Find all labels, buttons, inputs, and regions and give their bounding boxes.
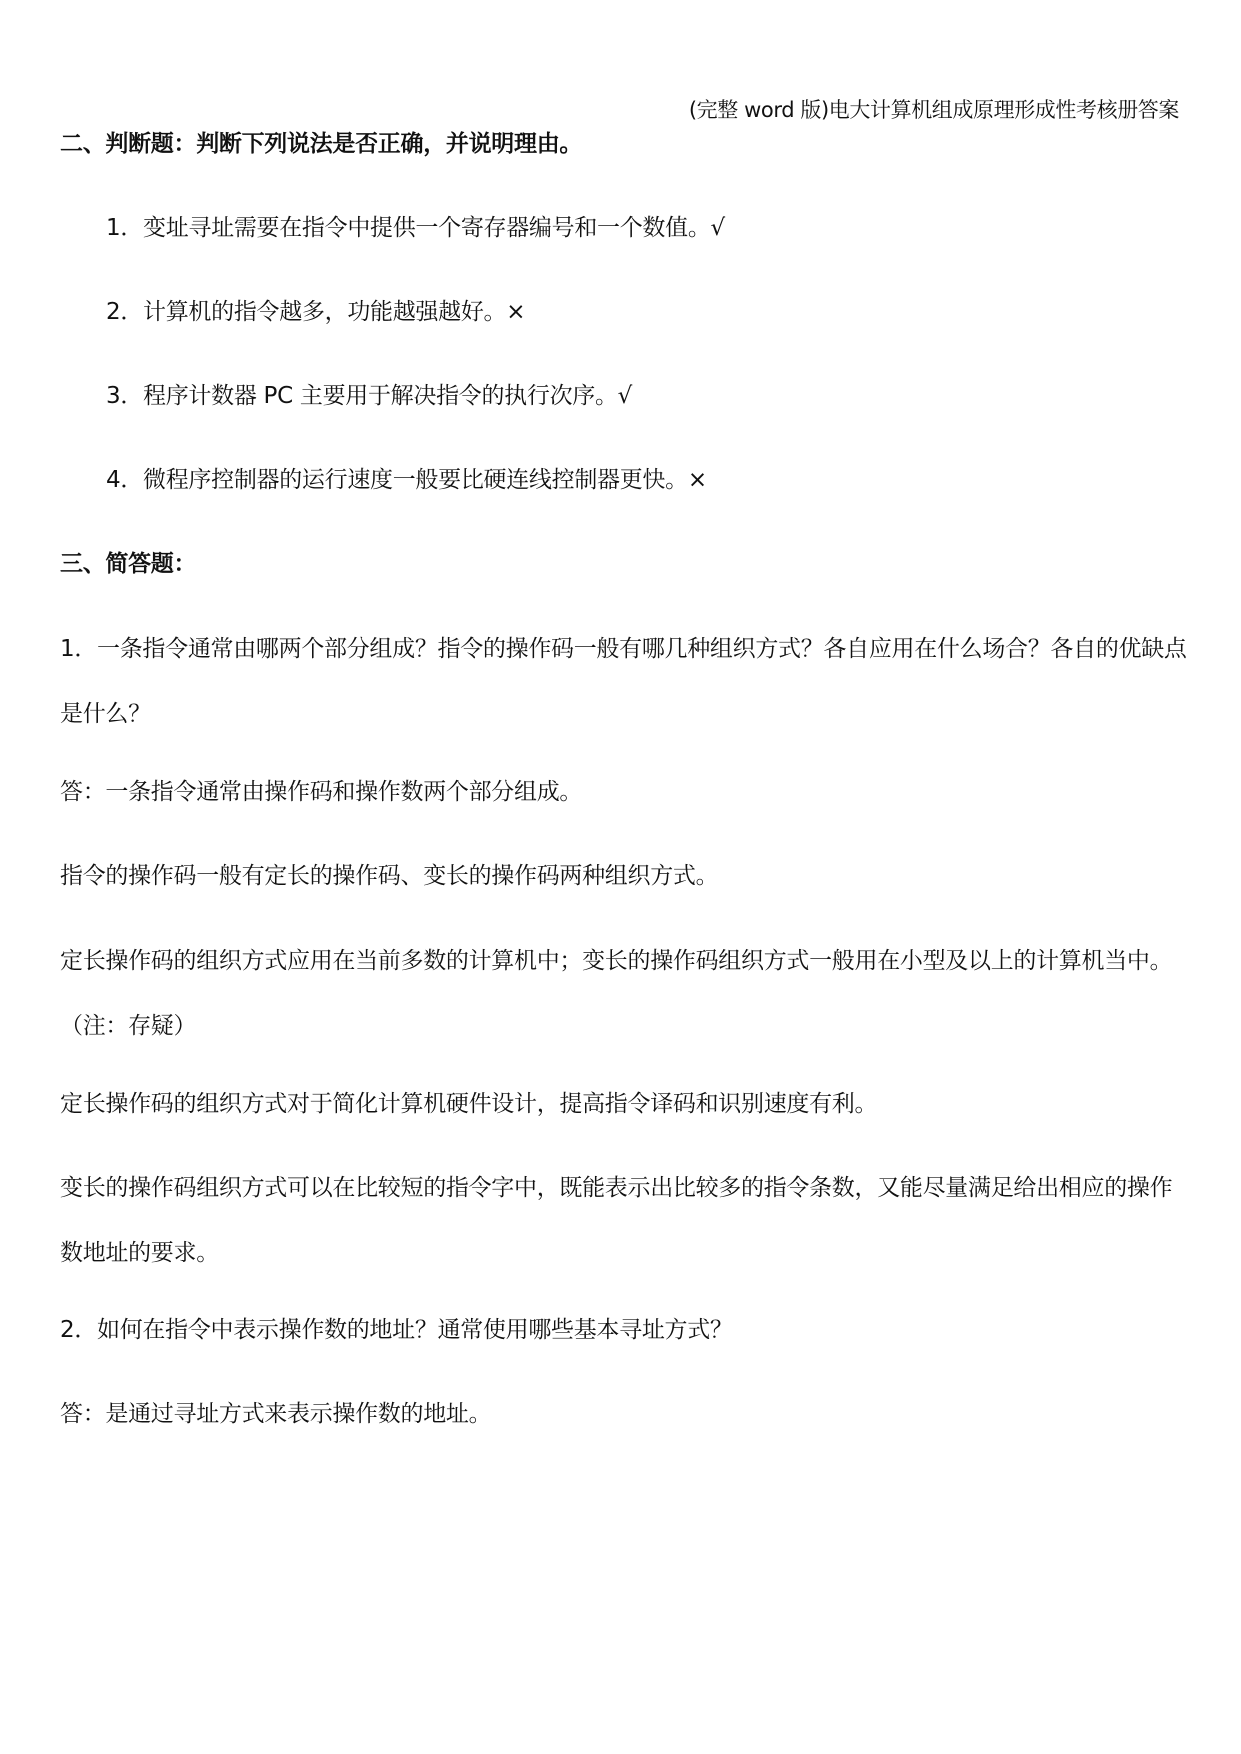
section-heading-short-answer: 三、简答题：	[60, 551, 197, 577]
answer-1-part-2: 指令的操作码一般有定长的操作码、变长的操作码两种组织方式。	[60, 863, 719, 889]
answer-1-part-3: 定长操作码的组织方式应用在当前多数的计算机中；变长的操作码组织方式一般用在小型及以上的计算机当中。（注：存疑）	[60, 948, 1173, 1039]
true-false-item-1: 1．变址寻址需要在指令中提供一个寄存器编号和一个数值。√	[106, 215, 725, 241]
answer-2-part-1: 答：是通过寻址方式来表示操作数的地址。	[60, 1401, 492, 1427]
answer-1-part-5: 变长的操作码组织方式可以在比较短的指令字中，既能表示出比较多的指令条数，又能尽量满足给出相应的操作数地址的要求。	[60, 1175, 1173, 1266]
document-header-title: (完整 word 版)电大计算机组成原理形成性考核册答案	[688, 98, 1179, 122]
section-heading-true-false: 二、判断题：判断下列说法是否正确，并说明理由。	[60, 131, 583, 157]
true-false-item-4: 4．微程序控制器的运行速度一般要比硬连线控制器更快。×	[106, 467, 707, 493]
answer-1-part-1: 答：一条指令通常由操作码和操作数两个部分组成。	[60, 779, 583, 805]
question-2: 2．如何在指令中表示操作数的地址？通常使用哪些基本寻址方式？	[60, 1317, 733, 1343]
question-1: 1．一条指令通常由哪两个部分组成？指令的操作码一般有哪几种组织方式？各自应用在什么场合？各自的优缺点是什么？	[60, 636, 1187, 727]
answer-1-part-4: 定长操作码的组织方式对于简化计算机硬件设计，提高指令译码和识别速度有利。	[60, 1091, 878, 1117]
true-false-item-2: 2．计算机的指令越多，功能越强越好。×	[106, 299, 526, 325]
true-false-item-3: 3．程序计数器 PC 主要用于解决指令的执行次序。√	[106, 383, 633, 409]
